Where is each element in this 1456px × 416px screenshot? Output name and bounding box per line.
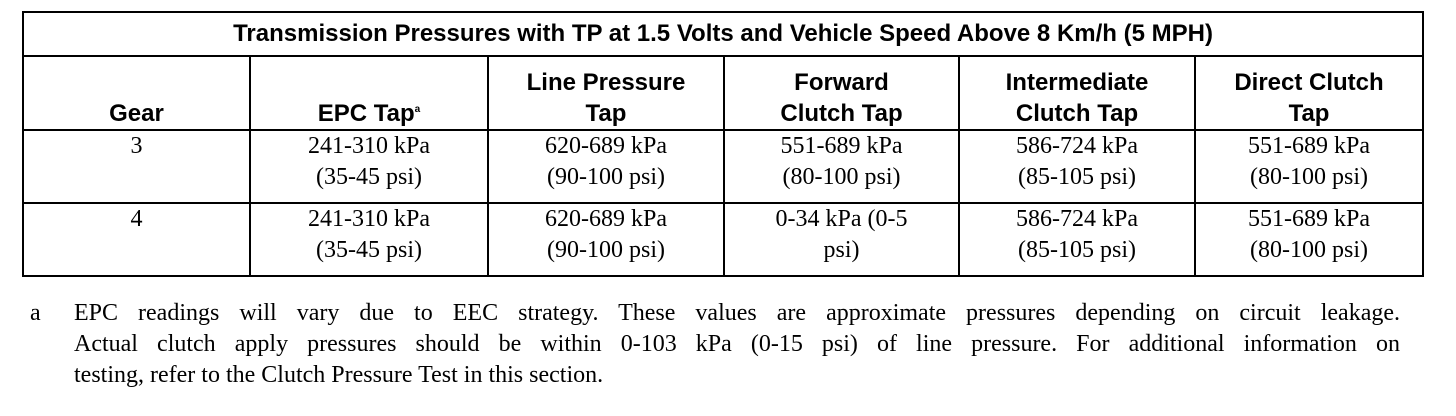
header-forward-clutch-tap bbox=[724, 56, 959, 130]
footnote-reference: a bbox=[414, 104, 421, 115]
header-intermediate-clutch-label-2: Clutch Tap bbox=[1015, 100, 1139, 127]
line-pressure-cell: 620-689 kPa (90-100 psi) bbox=[488, 203, 724, 276]
direct-clutch-cell: 551-689 kPa (80-100 psi) bbox=[1195, 130, 1423, 203]
intermediate-clutch-cell: 586-724 kPa (85-105 psi) bbox=[959, 203, 1195, 276]
epc-tap-cell: 241-310 kPa (35-45 psi) bbox=[250, 130, 488, 203]
header-forward-clutch-label-2: Clutch Tap bbox=[780, 100, 903, 127]
header-intermediate-clutch-label-1: Intermediate bbox=[1005, 69, 1149, 96]
table-header-row bbox=[23, 56, 1423, 130]
footnote-marker: a bbox=[30, 300, 41, 326]
pressure-spec-document bbox=[22, 11, 1422, 277]
header-intermediate-clutch-tap bbox=[959, 56, 1195, 130]
line-pressure-cell: 620-689 kPa (90-100 psi) bbox=[488, 130, 724, 203]
table-row bbox=[23, 203, 1423, 276]
header-line-pressure-tap bbox=[488, 56, 724, 130]
table-title: Transmission Pressures with TP at 1.5 Volts and Vehicle Speed Above 8 Km/h (5 MPH) bbox=[23, 12, 1423, 56]
header-direct-clutch-label-1: Direct Clutch bbox=[1234, 69, 1384, 96]
header-line-pressure-label-1: Line Pressure bbox=[526, 69, 686, 96]
transmission-pressure-table bbox=[22, 11, 1424, 277]
header-line-pressure-label-2: Tap bbox=[585, 100, 627, 127]
gear-cell: 4 bbox=[23, 203, 250, 276]
header-epc-tap bbox=[250, 56, 488, 130]
footnote-line: Actual clutch apply pressures should be within 0-103 kPa (0-15 psi) of line pressure. For additional information on bbox=[74, 331, 1400, 357]
forward-clutch-cell: 0-34 kPa (0-5 psi) bbox=[724, 203, 959, 276]
table-row bbox=[23, 130, 1423, 203]
footnote-line: EPC readings will vary due to EEC strategy. These values are approximate pressures depending on circuit leakage. bbox=[74, 300, 1400, 326]
epc-tap-cell: 241-310 kPa (35-45 psi) bbox=[250, 203, 488, 276]
footnote-text bbox=[74, 298, 1400, 391]
header-gear-label: Gear bbox=[109, 100, 164, 127]
header-epc-tap-label: EPC Tap$^a$ bbox=[317, 100, 421, 127]
header-forward-clutch-label-1: Forward bbox=[794, 69, 889, 96]
header-direct-clutch-label-2: Tap bbox=[1288, 100, 1330, 127]
forward-clutch-cell: 551-689 kPa (80-100 psi) bbox=[724, 130, 959, 203]
table-title-row bbox=[23, 12, 1423, 56]
footnote-line: testing, refer to the Clutch Pressure Test in this section. bbox=[74, 362, 604, 388]
intermediate-clutch-cell: 586-724 kPa (85-105 psi) bbox=[959, 130, 1195, 203]
header-gear bbox=[23, 56, 250, 130]
direct-clutch-cell: 551-689 kPa (80-100 psi) bbox=[1195, 203, 1423, 276]
header-direct-clutch-tap bbox=[1195, 56, 1423, 130]
gear-cell: 3 bbox=[23, 130, 250, 203]
